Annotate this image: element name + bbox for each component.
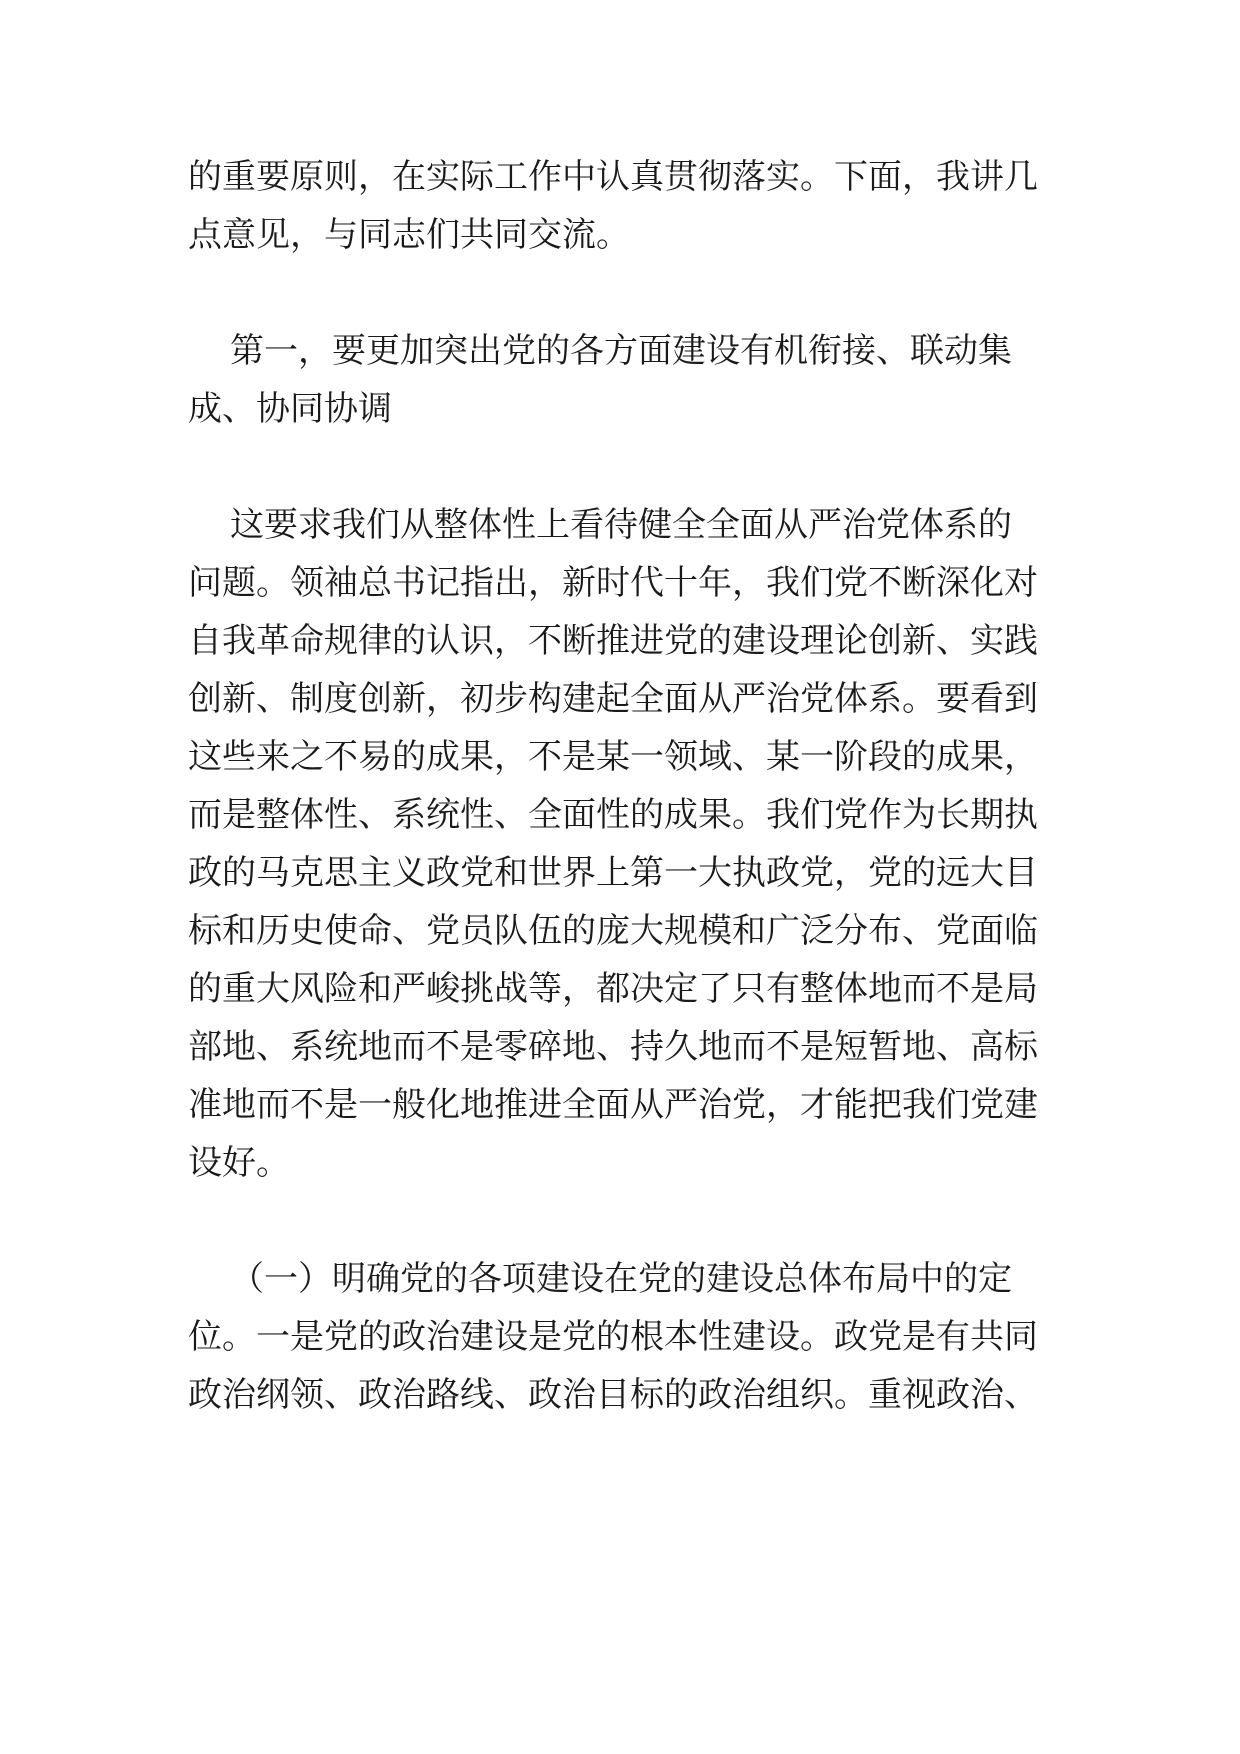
text-line: 标和历史使命、党员队伍的庞大规模和广泛分布、党面临 [188, 911, 1038, 951]
text-line: 的重要原则，在实际工作中认真贯彻落实。下面，我讲几 [188, 157, 1038, 197]
text-line: （一）明确党的各项建设在党的建设总体布局中的定 [230, 1259, 1012, 1299]
text-line: 准地而不是一般化地推进全面从严治党，才能把我们党建 [188, 1085, 1038, 1125]
text-line: 设好。 [188, 1143, 290, 1183]
text-line: 成、协同协调 [188, 389, 392, 429]
text-line: 而是整体性、系统性、全面性的成果。我们党作为长期执 [188, 795, 1038, 835]
text-line: 的重大风险和严峻挑战等，都决定了只有整体地而不是局 [188, 969, 1038, 1009]
text-line: 政治纲领、政治路线、政治目标的政治组织。重视政治、 [188, 1375, 1038, 1415]
text-line: 位。一是党的政治建设是党的根本性建设。政党是有共同 [188, 1317, 1038, 1357]
text-line: 政的马克思主义政党和世界上第一大执政党，党的远大目 [188, 853, 1038, 893]
text-line: 自我革命规律的认识，不断推进党的建设理论创新、实践 [188, 621, 1038, 661]
text-line: 创新、制度创新，初步构建起全面从严治党体系。要看到 [188, 679, 1038, 719]
text-line: 第一，要更加突出党的各方面建设有机衔接、联动集 [230, 331, 1012, 371]
text-line: 部地、系统地而不是零碎地、持久地而不是短暂地、高标 [188, 1027, 1038, 1067]
text-line: 这要求我们从整体性上看待健全全面从严治党体系的 [230, 505, 1012, 545]
text-line: 点意见，与同志们共同交流。 [188, 215, 630, 255]
text-line: 问题。领袖总书记指出，新时代十年，我们党不断深化对 [188, 563, 1038, 603]
text-line: 这些来之不易的成果，不是某一领域、某一阶段的成果， [188, 737, 1038, 777]
